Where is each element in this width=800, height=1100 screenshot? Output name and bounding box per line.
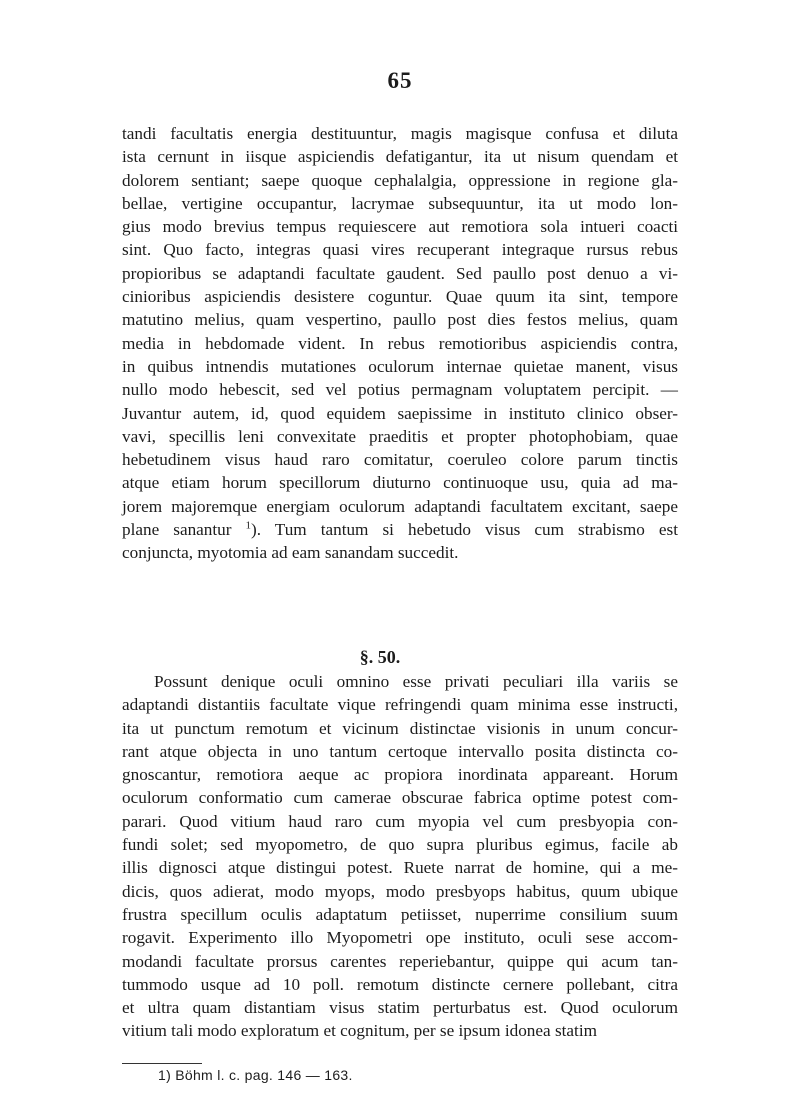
text-line: vavi, specillis leni convexitate praeditis et propter photophobiam, quae [122, 426, 678, 446]
text-line: Juvantur autem, id, quod equidem saepissime in instituto clinico obser- [122, 403, 678, 423]
section-number: §. 50. [359, 647, 401, 667]
text-line: jorem majoremque energiam oculorum adaptandi facultatem excitant, saepe [122, 496, 678, 516]
text-line: adaptandi distantiis facultate vique refringendi quam minima esse instructi, [122, 695, 678, 715]
text-line: Possunt denique oculi omnino esse privati peculiari illa variis se [154, 672, 678, 691]
text-line: oculorum conformatio cum camerae obscurae fabrica optime potest com- [122, 788, 678, 808]
text-line: parari. Quod vitium haud raro cum myopia vel cum presbyopia con- [122, 811, 678, 831]
text-line: conjuncta, myotomia ad eam sanandam succedit. [122, 543, 459, 563]
text-line: ista cernunt in iisque aspiciendis defatigantur, ita ut nisum quendam et [122, 147, 678, 167]
text-line: in quibus intnendis mutationes oculorum internae quietae manent, visus [122, 356, 678, 376]
text-line: dicis, quos adierat, modo myops, modo presbyops habitus, quum ubique [122, 881, 678, 901]
text-line: rant atque objecta in uno tantum certoque intervallo posita distincta co- [122, 741, 678, 761]
text-line: dolorem sentiant; saepe quoque cephalalgia, oppressione in regione gla- [122, 170, 678, 190]
section-heading [0, 647, 800, 668]
text-line: ita ut punctum remotum et vicinum distinctae visionis in unum concur- [122, 718, 678, 738]
text-segment: plane sanantur [122, 520, 232, 540]
text-line: propioribus se adaptandi facultate gaudent. Sed paullo post denuo a vi- [122, 263, 678, 283]
text-line: tummodo usque ad 10 poll. remotum distincte cernere pollebant, citra [122, 974, 678, 994]
text-line: et ultra quam distantiam visus statim perturbatus est. Quod oculorum [122, 998, 678, 1018]
page-number: 65 [387, 68, 413, 93]
text-line: vitium tali modo exploratum et cognitum, per se ipsum idonea statim [122, 1021, 597, 1041]
text-line: nullo modo hebescit, sed vel potius permagnam voluptatem percipit. — [122, 380, 678, 400]
text-line-with-footnote-ref [122, 518, 678, 541]
text-line: frustra specillum oculis adaptatum petiisset, nuperrime consilium suum [122, 904, 678, 924]
text-line: illis dignosci atque distingui potest. Ruete narrat de homine, qui a me- [122, 858, 678, 878]
text-line: tandi facultatis energia destituuntur, magis magisque confusa et diluta [122, 124, 678, 143]
text-line: gius modo brevius tempus requiescere aut remotiora sola intueri coacti [122, 217, 678, 237]
footnote-divider [122, 1063, 202, 1064]
text-line: bellae, vertigine occupantur, lacrymae subsequuntur, ita ut modo lon- [122, 193, 678, 213]
text-line: matutino melius, quam vespertino, paullo post dies festos melius, quam [122, 310, 678, 330]
footnote: 1) Böhm l. c. pag. 146 — 163. [158, 1067, 353, 1083]
text-line: fundi solet; sed myopometro, de quo supra pluribus egimus, facile ab [122, 835, 678, 855]
text-line: sint. Quo facto, integras quasi vires recuperant integraque rursus rebus [122, 240, 678, 260]
text-segment: ). Tum tantum si hebetudo visus cum strabismo est [251, 520, 678, 540]
paragraph-2 [122, 670, 678, 1043]
text-line: gnoscantur, remotiora aeque ac propiora inordinata appareant. Horum [122, 765, 678, 785]
footnote-reference: 1 [245, 519, 252, 532]
paragraph-1 [122, 122, 678, 565]
text-line: cinioribus aspiciendis desistere coguntur. Quae quum ita sint, tempore [122, 287, 678, 307]
text-line: atque etiam horum specillorum diuturno continuoque usu, quia ad ma- [122, 473, 678, 493]
text-line: modandi facultate prorsus carentes reperiebantur, quippe qui acum tan- [122, 951, 678, 971]
text-line: hebetudinem visus haud raro comitatur, coeruleo colore parum tinctis [122, 450, 678, 470]
text-line: media in hebdomade vident. In rebus remotioribus aspiciendis contra, [122, 333, 678, 353]
text-line: rogavit. Experimento illo Myopometri ope instituto, oculi sese accom- [122, 928, 678, 948]
